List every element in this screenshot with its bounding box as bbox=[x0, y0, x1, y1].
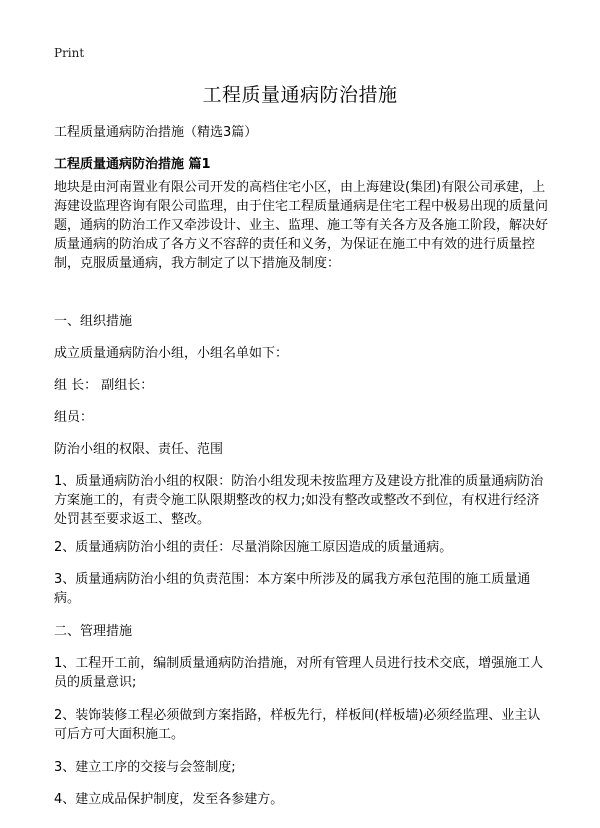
paragraph-management-1: 1、工程开工前，编制质量通病防治措施，对所有管理人员进行技术交底，增强施工人员的质量意识; bbox=[54, 656, 544, 690]
print-label: Print bbox=[54, 46, 85, 60]
paragraph-management-2: 2、装饰装修工程必须做到方案指路，样板先行，样板间(样板墙)必须经监理、业主认可后方可大面积施工。 bbox=[54, 708, 541, 742]
heading-organization: 一、组织措施 bbox=[54, 314, 133, 329]
paragraph-group-leaders: 组 长： 副组长： bbox=[54, 378, 154, 393]
paragraph-members: 组员： bbox=[54, 410, 94, 425]
paragraph-authority-heading: 防治小组的权限、责任、范围 bbox=[54, 442, 224, 457]
document-subtitle: 工程质量通病防治措施（精选3篇） bbox=[54, 125, 258, 140]
paragraph-responsibility: 2、质量通病防治小组的责任：尽量消除因施工原因造成的质量通病。 bbox=[54, 540, 453, 555]
document-title: 工程质量通病防治措施 bbox=[202, 84, 398, 106]
paragraph-management-3: 3、建立工序的交接与会签制度; bbox=[54, 760, 236, 775]
paragraph-scope: 3、质量通病防治小组的负责范围：本方案中所涉及的属我方承包范围的施工质量通病。 bbox=[54, 572, 531, 606]
paragraph-authority: 1、质量通病防治小组的权限：防治小组发现未按监理方及建设方批准的质量通病防治方案施工的，有责令施工队限期整改的权力;如没有整改或整改不到位，有权进行经济处罚甚至要求返工、整改。 bbox=[54, 474, 544, 527]
heading-management: 二、管理措施 bbox=[54, 624, 133, 639]
paragraph-form-group: 成立质量通病防治小组，小组名单如下： bbox=[54, 346, 289, 361]
intro-paragraph: 地块是由河南置业有限公司开发的高档住宅小区，由上海建设(集团)有限公司承建，上海建设监理咨询有限公司监理，由于住宅工程质量通病是住宅工程中极易出现的质量问题，通病的防治工作又牵涉设计、业主、监理、施工等有关各方及各施工阶段，解决好质量通病的防治成了各方义不容辞的责任和义务，为保证在施工中有效的进行质量控制，克服质量通病，我方制定了以下措施及制度： bbox=[54, 180, 549, 271]
paragraph-management-4: 4、建立成品保护制度，发至各参建方。 bbox=[54, 792, 284, 807]
section-heading: 工程质量通病防治措施 篇1 bbox=[54, 157, 211, 172]
